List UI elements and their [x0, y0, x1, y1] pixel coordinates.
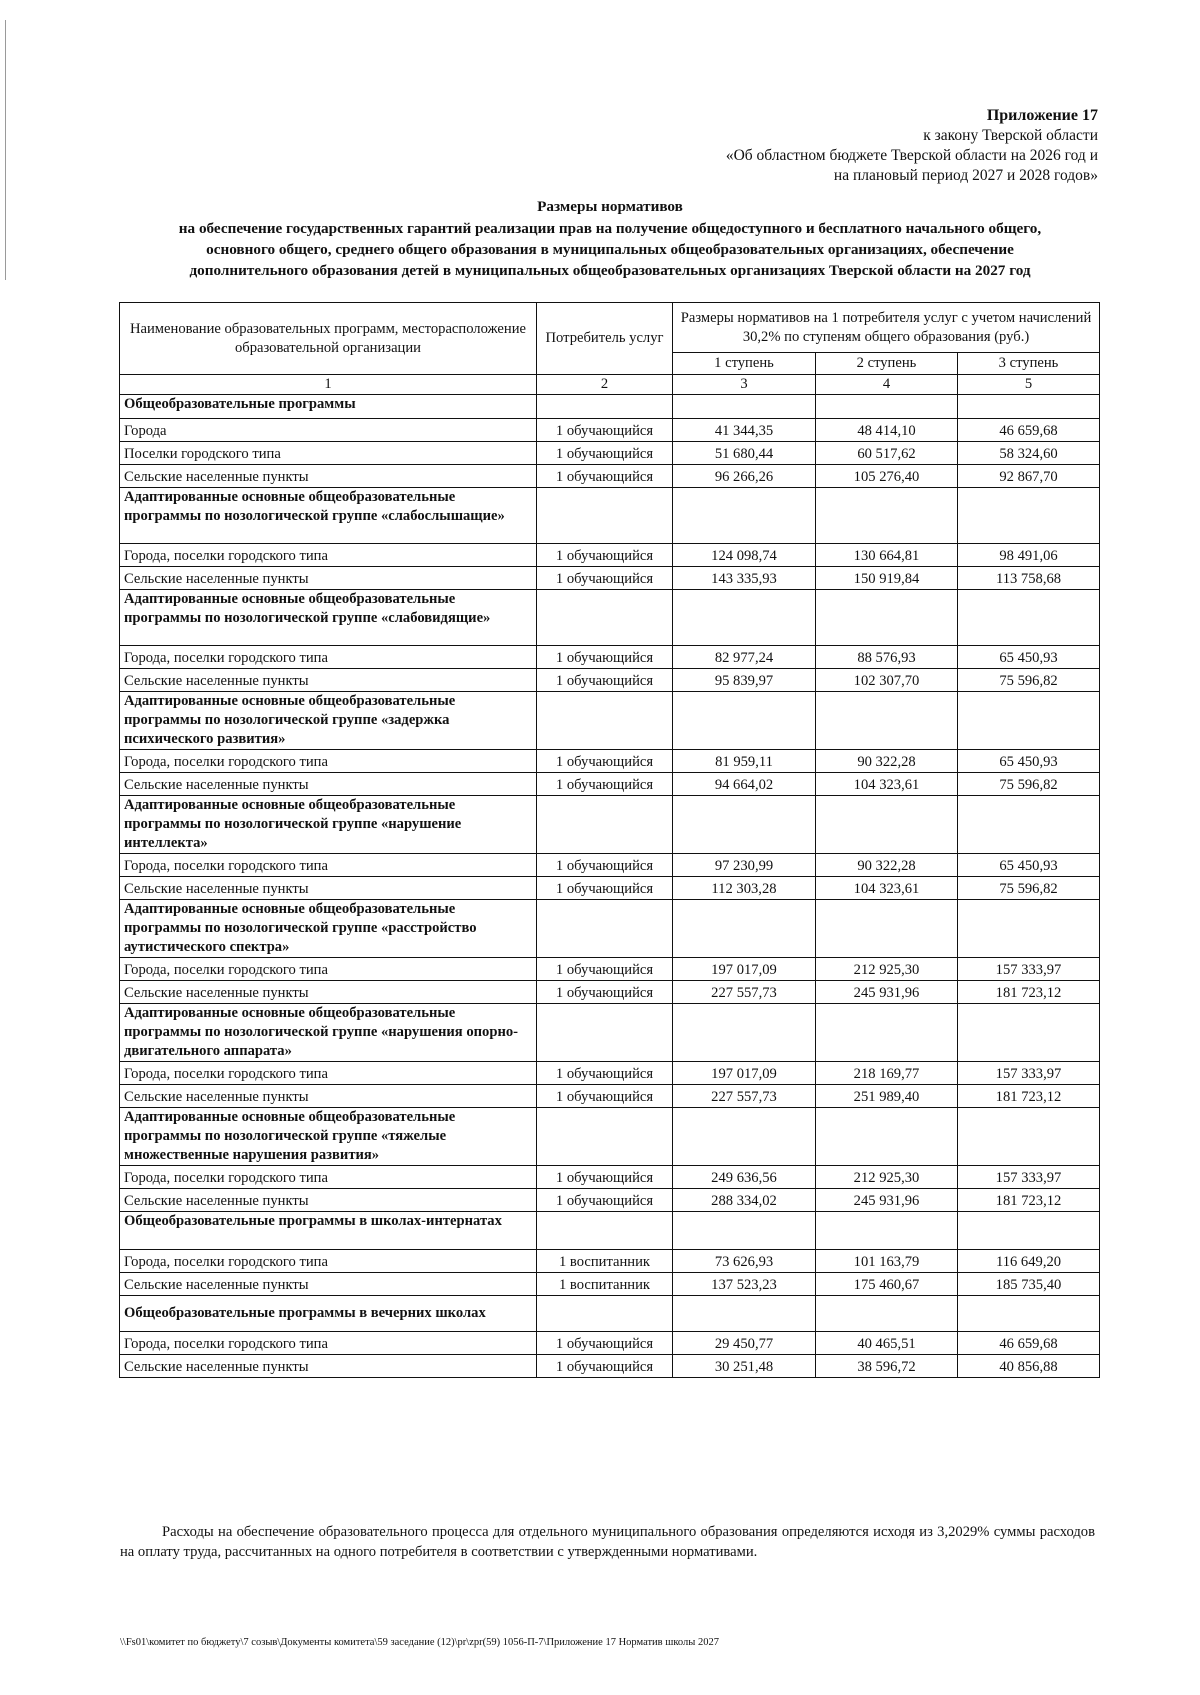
location-cell: Города, поселки городского типа [120, 1332, 537, 1355]
step-3-value: 181 723,12 [958, 1085, 1100, 1108]
appendix-line-1: к закону Тверской области [923, 127, 1098, 144]
empty-cell [673, 796, 816, 854]
consumer-cell: 1 обучающийся [537, 877, 673, 900]
step-1-value: 227 557,73 [673, 981, 816, 1004]
table-row [120, 773, 1100, 796]
empty-cell [673, 395, 816, 419]
empty-cell [816, 1004, 958, 1062]
step-3-value: 40 856,88 [958, 1355, 1100, 1378]
step-1-value: 227 557,73 [673, 1085, 816, 1108]
title-line-4: дополнительного образования детей в муниципальных общеобразовательных организациях Тверской области на 2027 год [189, 262, 1031, 279]
header-norm-sizes: Размеры нормативов на 1 потребителя услуг с учетом начислений 30,2% по ступеням общего образования (руб.) [673, 303, 1100, 353]
section-row [120, 1296, 1100, 1332]
empty-cell [958, 796, 1100, 854]
consumer-cell: 1 обучающийся [537, 442, 673, 465]
step-2-value: 88 576,93 [816, 646, 958, 669]
table-row [120, 854, 1100, 877]
step-1-value: 51 680,44 [673, 442, 816, 465]
step-3-value: 181 723,12 [958, 1189, 1100, 1212]
table-row [120, 465, 1100, 488]
step-3-value: 65 450,93 [958, 646, 1100, 669]
empty-cell [958, 395, 1100, 419]
empty-cell [537, 692, 673, 750]
step-2-value: 40 465,51 [816, 1332, 958, 1355]
location-cell: Поселки городского типа [120, 442, 537, 465]
table-row [120, 1355, 1100, 1378]
empty-cell [958, 900, 1100, 958]
step-2-value: 150 919,84 [816, 567, 958, 590]
header-step-1: 1 ступень [673, 353, 816, 375]
step-2-value: 102 307,70 [816, 669, 958, 692]
title-line-2: на обеспечение государственных гарантий реализации прав на получение общедоступного и бесплатного начального общего, [178, 220, 1042, 237]
empty-cell [958, 692, 1100, 750]
step-3-value: 46 659,68 [958, 419, 1100, 442]
section-row [120, 900, 1100, 958]
table-row [120, 877, 1100, 900]
empty-cell [816, 796, 958, 854]
section-row [120, 395, 1100, 419]
location-cell: Города, поселки городского типа [120, 1250, 537, 1273]
step-3-value: 185 735,40 [958, 1273, 1100, 1296]
location-cell: Сельские населенные пункты [120, 1355, 537, 1378]
table-row [120, 567, 1100, 590]
consumer-cell: 1 воспитанник [537, 1250, 673, 1273]
step-3-value: 58 324,60 [958, 442, 1100, 465]
table-row [120, 958, 1100, 981]
section-title: Адаптированные основные общеобразовательные программы по нозологической группе «тяжелые множественные нарушения развития» [120, 1108, 537, 1166]
section-row [120, 1212, 1100, 1250]
section-title: Адаптированные основные общеобразовательные программы по нозологической группе «расстройство аутистического спектра» [120, 900, 537, 958]
empty-cell [673, 1296, 816, 1332]
step-1-value: 249 636,56 [673, 1166, 816, 1189]
empty-cell [816, 488, 958, 544]
consumer-cell: 1 обучающийся [537, 854, 673, 877]
step-2-value: 104 323,61 [816, 773, 958, 796]
table-row [120, 1189, 1100, 1212]
location-cell: Города, поселки городского типа [120, 1166, 537, 1189]
empty-cell [673, 692, 816, 750]
step-2-value: 175 460,67 [816, 1273, 958, 1296]
empty-cell [816, 692, 958, 750]
table-row [120, 669, 1100, 692]
step-1-value: 94 664,02 [673, 773, 816, 796]
consumer-cell: 1 обучающийся [537, 773, 673, 796]
step-2-value: 245 931,96 [816, 1189, 958, 1212]
consumer-cell: 1 обучающийся [537, 669, 673, 692]
section-title: Адаптированные основные общеобразовательные программы по нозологической группе «нарушение интеллекта» [120, 796, 537, 854]
location-cell: Сельские населенные пункты [120, 877, 537, 900]
step-2-value: 90 322,28 [816, 750, 958, 773]
consumer-cell: 1 обучающийся [537, 1332, 673, 1355]
column-number-5: 5 [958, 375, 1100, 395]
step-3-value: 157 333,97 [958, 1062, 1100, 1085]
step-2-value: 130 664,81 [816, 544, 958, 567]
section-title: Адаптированные основные общеобразовательные программы по нозологической группе «слабовидящие» [120, 590, 537, 646]
empty-cell [958, 488, 1100, 544]
empty-cell [537, 796, 673, 854]
step-2-value: 251 989,40 [816, 1085, 958, 1108]
document-title [110, 196, 1110, 281]
step-1-value: 97 230,99 [673, 854, 816, 877]
location-cell: Города, поселки городского типа [120, 750, 537, 773]
step-3-value: 157 333,97 [958, 958, 1100, 981]
appendix-number: Приложение 17 [986, 107, 1098, 124]
section-row [120, 1108, 1100, 1166]
section-title: Общеобразовательные программы [120, 395, 537, 419]
consumer-cell: 1 обучающийся [537, 1062, 673, 1085]
location-cell: Города, поселки городского типа [120, 854, 537, 877]
section-row [120, 796, 1100, 854]
step-2-value: 38 596,72 [816, 1355, 958, 1378]
header-consumer: Потребитель услуг [537, 303, 673, 375]
appendix-header [726, 106, 1098, 186]
empty-cell [816, 1212, 958, 1250]
section-title: Общеобразовательные программы в школах-интернатах [120, 1212, 537, 1250]
step-2-value: 104 323,61 [816, 877, 958, 900]
location-cell: Сельские населенные пункты [120, 465, 537, 488]
section-title: Общеобразовательные программы в вечерних школах [120, 1296, 537, 1332]
empty-cell [816, 1296, 958, 1332]
step-1-value: 124 098,74 [673, 544, 816, 567]
consumer-cell: 1 обучающийся [537, 750, 673, 773]
scan-edge [5, 20, 6, 280]
consumer-cell: 1 воспитанник [537, 1273, 673, 1296]
step-3-value: 75 596,82 [958, 669, 1100, 692]
table-row [120, 981, 1100, 1004]
empty-cell [673, 488, 816, 544]
section-row [120, 590, 1100, 646]
section-row [120, 488, 1100, 544]
step-1-value: 96 266,26 [673, 465, 816, 488]
empty-cell [958, 1296, 1100, 1332]
step-1-value: 197 017,09 [673, 958, 816, 981]
location-cell: Города [120, 419, 537, 442]
empty-cell [537, 1212, 673, 1250]
header-program-name: Наименование образовательных программ, месторасположение образовательной организации [120, 303, 537, 375]
step-2-value: 218 169,77 [816, 1062, 958, 1085]
table-row [120, 1273, 1100, 1296]
empty-cell [537, 900, 673, 958]
consumer-cell: 1 обучающийся [537, 465, 673, 488]
step-3-value: 65 450,93 [958, 750, 1100, 773]
location-cell: Города, поселки городского типа [120, 1062, 537, 1085]
header-step-3: 3 ступень [958, 353, 1100, 375]
empty-cell [537, 590, 673, 646]
empty-cell [537, 488, 673, 544]
step-3-value: 181 723,12 [958, 981, 1100, 1004]
step-2-value: 245 931,96 [816, 981, 958, 1004]
location-cell: Сельские населенные пункты [120, 1189, 537, 1212]
title-line-3: основного общего, среднего общего образования в муниципальных общеобразовательных организациях, обеспечение [206, 241, 1014, 258]
step-1-value: 73 626,93 [673, 1250, 816, 1273]
table-row [120, 1250, 1100, 1273]
footnote: Расходы на обеспечение образовательного процесса для отдельного муниципального образования определяются исходя из 3,2029% суммы расходов на оплату труда, рассчитанных на одного потребителя в соответствии с утвержденными нормативами. [120, 1524, 1095, 1560]
empty-cell [673, 1108, 816, 1166]
title-line-1: Размеры нормативов [537, 198, 683, 215]
appendix-line-2: «Об областном бюджете Тверской области на 2026 год и [725, 147, 1098, 164]
section-title: Адаптированные основные общеобразовательные программы по нозологической группе «нарушения опорно-двигательного аппарата» [120, 1004, 537, 1062]
empty-cell [958, 590, 1100, 646]
step-2-value: 90 322,28 [816, 854, 958, 877]
consumer-cell: 1 обучающийся [537, 1085, 673, 1108]
empty-cell [816, 590, 958, 646]
consumer-cell: 1 обучающийся [537, 958, 673, 981]
column-number-2: 2 [537, 375, 673, 395]
step-1-value: 143 335,93 [673, 567, 816, 590]
step-2-value: 101 163,79 [816, 1250, 958, 1273]
file-path: \\Fs01\комитет по бюджету\7 созыв\Документы комитета\59 заседание (12)\pr\zpr(59) 1056-П-7\Приложение 17 Норматив школы 2027 [120, 1637, 719, 1648]
step-1-value: 197 017,09 [673, 1062, 816, 1085]
table-row [120, 419, 1100, 442]
table-body [120, 395, 1100, 1378]
empty-cell [958, 1004, 1100, 1062]
column-number-3: 3 [673, 375, 816, 395]
header-step-2: 2 ступень [816, 353, 958, 375]
empty-cell [537, 1108, 673, 1166]
location-cell: Сельские населенные пункты [120, 773, 537, 796]
location-cell: Сельские населенные пункты [120, 669, 537, 692]
empty-cell [673, 590, 816, 646]
consumer-cell: 1 обучающийся [537, 544, 673, 567]
empty-cell [816, 395, 958, 419]
table-row [120, 1085, 1100, 1108]
step-3-value: 75 596,82 [958, 773, 1100, 796]
table-row [120, 442, 1100, 465]
step-1-value: 81 959,11 [673, 750, 816, 773]
step-3-value: 116 649,20 [958, 1250, 1100, 1273]
appendix-line-3: на плановый период 2027 и 2028 годов» [833, 167, 1098, 184]
step-3-value: 98 491,06 [958, 544, 1100, 567]
step-1-value: 30 251,48 [673, 1355, 816, 1378]
location-cell: Города, поселки городского типа [120, 646, 537, 669]
column-number-4: 4 [816, 375, 958, 395]
table-row [120, 646, 1100, 669]
section-title: Адаптированные основные общеобразовательные программы по нозологической группе «слабослышащие» [120, 488, 537, 544]
column-number-1: 1 [120, 375, 537, 395]
table-row [120, 750, 1100, 773]
step-2-value: 60 517,62 [816, 442, 958, 465]
section-row [120, 692, 1100, 750]
table-row [120, 1166, 1100, 1189]
section-row [120, 1004, 1100, 1062]
step-1-value: 112 303,28 [673, 877, 816, 900]
step-3-value: 113 758,68 [958, 567, 1100, 590]
step-1-value: 29 450,77 [673, 1332, 816, 1355]
empty-cell [816, 1108, 958, 1166]
step-2-value: 105 276,40 [816, 465, 958, 488]
step-3-value: 75 596,82 [958, 877, 1100, 900]
location-cell: Сельские населенные пункты [120, 1273, 537, 1296]
step-3-value: 92 867,70 [958, 465, 1100, 488]
step-3-value: 157 333,97 [958, 1166, 1100, 1189]
consumer-cell: 1 обучающийся [537, 646, 673, 669]
empty-cell [958, 1212, 1100, 1250]
location-cell: Сельские населенные пункты [120, 567, 537, 590]
empty-cell [673, 900, 816, 958]
empty-cell [537, 1296, 673, 1332]
step-1-value: 95 839,97 [673, 669, 816, 692]
section-title: Адаптированные основные общеобразовательные программы по нозологической группе «задержка психического развития» [120, 692, 537, 750]
empty-cell [537, 395, 673, 419]
step-3-value: 65 450,93 [958, 854, 1100, 877]
empty-cell [673, 1212, 816, 1250]
empty-cell [816, 900, 958, 958]
location-cell: Сельские населенные пункты [120, 1085, 537, 1108]
step-1-value: 82 977,24 [673, 646, 816, 669]
empty-cell [673, 1004, 816, 1062]
consumer-cell: 1 обучающийся [537, 1355, 673, 1378]
consumer-cell: 1 обучающийся [537, 419, 673, 442]
empty-cell [537, 1004, 673, 1062]
consumer-cell: 1 обучающийся [537, 981, 673, 1004]
norms-table [119, 302, 1100, 1378]
location-cell: Сельские населенные пункты [120, 981, 537, 1004]
step-2-value: 212 925,30 [816, 958, 958, 981]
step-2-value: 212 925,30 [816, 1166, 958, 1189]
consumer-cell: 1 обучающийся [537, 1166, 673, 1189]
step-1-value: 288 334,02 [673, 1189, 816, 1212]
step-1-value: 137 523,23 [673, 1273, 816, 1296]
table-row [120, 1062, 1100, 1085]
table-row [120, 544, 1100, 567]
step-3-value: 46 659,68 [958, 1332, 1100, 1355]
step-2-value: 48 414,10 [816, 419, 958, 442]
table-row [120, 1332, 1100, 1355]
empty-cell [958, 1108, 1100, 1166]
consumer-cell: 1 обучающийся [537, 567, 673, 590]
consumer-cell: 1 обучающийся [537, 1189, 673, 1212]
location-cell: Города, поселки городского типа [120, 958, 537, 981]
step-1-value: 41 344,35 [673, 419, 816, 442]
location-cell: Города, поселки городского типа [120, 544, 537, 567]
